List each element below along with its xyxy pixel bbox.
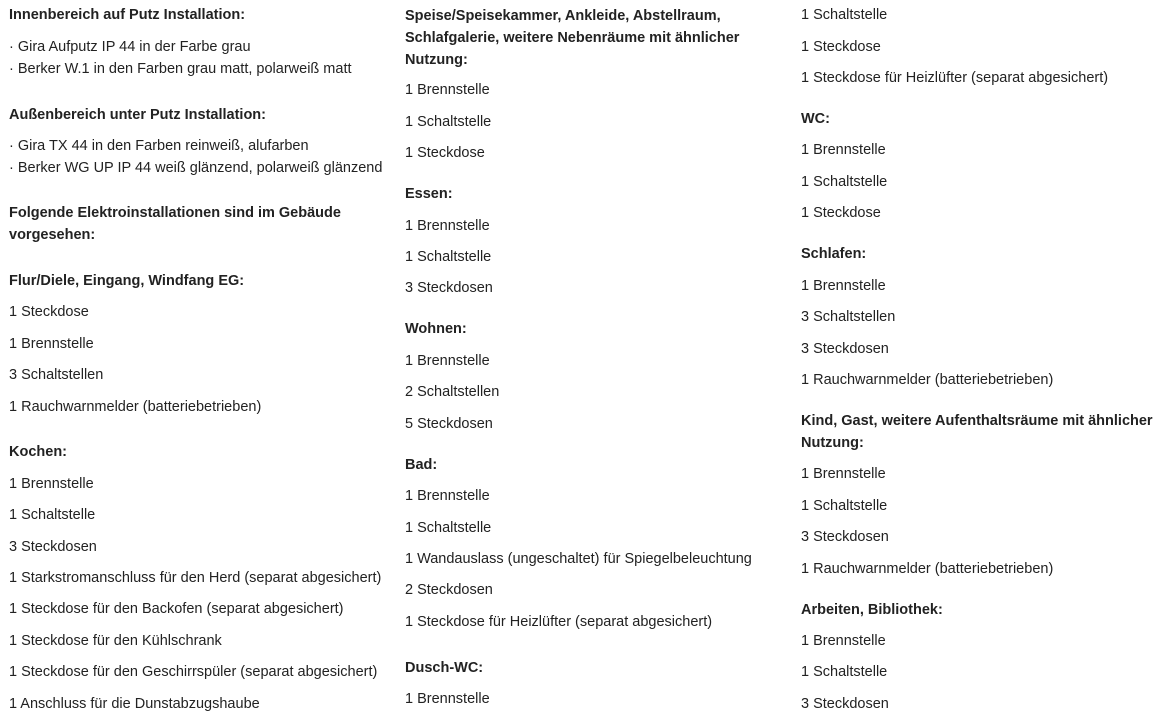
list-item: 3 Steckdosen xyxy=(801,341,889,357)
list-item: 1 Steckdose xyxy=(9,304,89,320)
innen-heading: Innenbereich auf Putz Installation: xyxy=(9,7,246,23)
speise-heading-line: Nutzung: xyxy=(405,52,468,68)
list-item: 1 Steckdose xyxy=(405,145,485,161)
list-item: 1 Brennstelle xyxy=(801,278,886,294)
list-item: 1 Steckdose für den Backofen (separat abgesichert) xyxy=(9,601,344,617)
list-item: 1 Steckdose für den Geschirrspüler (separat abgesichert) xyxy=(9,664,378,680)
list-item: 2 Schaltstellen xyxy=(405,384,500,400)
intro-heading-line: Folgende Elektroinstallationen sind im Gebäude xyxy=(9,205,341,221)
list-item: 1 Brennstelle xyxy=(9,476,94,492)
list-item: 1 Schaltstelle xyxy=(801,174,888,190)
list-item: · Berker W.1 in den Farben grau matt, polarweiß matt xyxy=(9,61,352,77)
kochen-heading: Kochen: xyxy=(9,444,67,460)
wohnen-heading: Wohnen: xyxy=(405,321,467,337)
list-item: 1 Brennstelle xyxy=(801,142,886,158)
list-item: · Berker WG UP IP 44 weiß glänzend, polarweiß glänzend xyxy=(9,160,383,176)
list-item: 1 Brennstelle xyxy=(9,336,94,352)
intro-heading-line: vorgesehen: xyxy=(9,227,96,243)
list-item: 1 Rauchwarnmelder (batteriebetrieben) xyxy=(801,372,1054,388)
kind-heading-line: Nutzung: xyxy=(801,435,864,451)
list-item: 3 Steckdosen xyxy=(9,539,97,555)
list-item: 3 Schaltstellen xyxy=(9,367,104,383)
list-item: 3 Schaltstellen xyxy=(801,309,896,325)
list-item: 1 Brennstelle xyxy=(405,691,490,707)
list-item: 1 Brennstelle xyxy=(801,466,886,482)
flur-heading: Flur/Diele, Eingang, Windfang EG: xyxy=(9,273,245,289)
speise-heading-line: Schlafgalerie, weitere Nebenräume mit ähnlicher xyxy=(405,30,740,46)
list-item: 1 Brennstelle xyxy=(405,353,490,369)
list-item: 1 Steckdose für Heizlüfter (separat abgesichert) xyxy=(405,614,713,630)
list-item: 1 Schaltstelle xyxy=(405,249,492,265)
bad-heading: Bad: xyxy=(405,457,438,473)
list-item: · Gira Aufputz IP 44 in der Farbe grau xyxy=(9,39,251,55)
list-item: 3 Steckdosen xyxy=(801,529,889,545)
list-item: 1 Schaltstelle xyxy=(801,7,888,23)
list-item: 1 Schaltstelle xyxy=(801,498,888,514)
list-item: 1 Schaltstelle xyxy=(405,520,492,536)
list-item: 1 Steckdose für Heizlüfter (separat abgesichert) xyxy=(801,70,1109,86)
aussen-heading: Außenbereich unter Putz Installation: xyxy=(9,107,266,123)
list-item: 1 Brennstelle xyxy=(405,488,490,504)
list-item: 1 Steckdose xyxy=(801,39,881,55)
essen-heading: Essen: xyxy=(405,186,453,202)
list-item: 3 Steckdosen xyxy=(405,280,493,296)
list-item: 1 Brennstelle xyxy=(405,218,490,234)
dusch-heading: Dusch-WC: xyxy=(405,660,484,676)
list-item: 1 Steckdose für den Kühlschrank xyxy=(9,633,222,649)
list-item: 1 Steckdose xyxy=(801,205,881,221)
list-item: 1 Rauchwarnmelder (batteriebetrieben) xyxy=(9,399,262,415)
list-item: 1 Wandauslass (ungeschaltet) für Spiegelbeleuchtung xyxy=(405,551,752,567)
list-item: 1 Schaltstelle xyxy=(9,507,96,523)
list-item: 3 Steckdosen xyxy=(801,696,889,712)
wc-heading: WC: xyxy=(801,111,830,127)
speise-heading-line: Speise/Speisekammer, Ankleide, Abstellraum, xyxy=(405,8,721,24)
list-item: 1 Brennstelle xyxy=(801,633,886,649)
list-item: 1 Brennstelle xyxy=(405,82,490,98)
arbeiten-heading: Arbeiten, Bibliothek: xyxy=(801,602,943,618)
list-item: 1 Schaltstelle xyxy=(801,664,888,680)
kind-heading-line: Kind, Gast, weitere Aufenthaltsräume mit ähnlicher xyxy=(801,413,1153,429)
list-item: · Gira TX 44 in den Farben reinweiß, alufarben xyxy=(9,138,309,154)
list-item: 1 Rauchwarnmelder (batteriebetrieben) xyxy=(801,561,1054,577)
schlafen-heading: Schlafen: xyxy=(801,246,867,262)
list-item: 1 Starkstromanschluss für den Herd (separat abgesichert) xyxy=(9,570,382,586)
list-item: 1 Anschluss für die Dunstabzugshaube xyxy=(9,696,260,712)
list-item: 2 Steckdosen xyxy=(405,582,493,598)
list-item: 5 Steckdosen xyxy=(405,416,493,432)
list-item: 1 Schaltstelle xyxy=(405,114,492,130)
